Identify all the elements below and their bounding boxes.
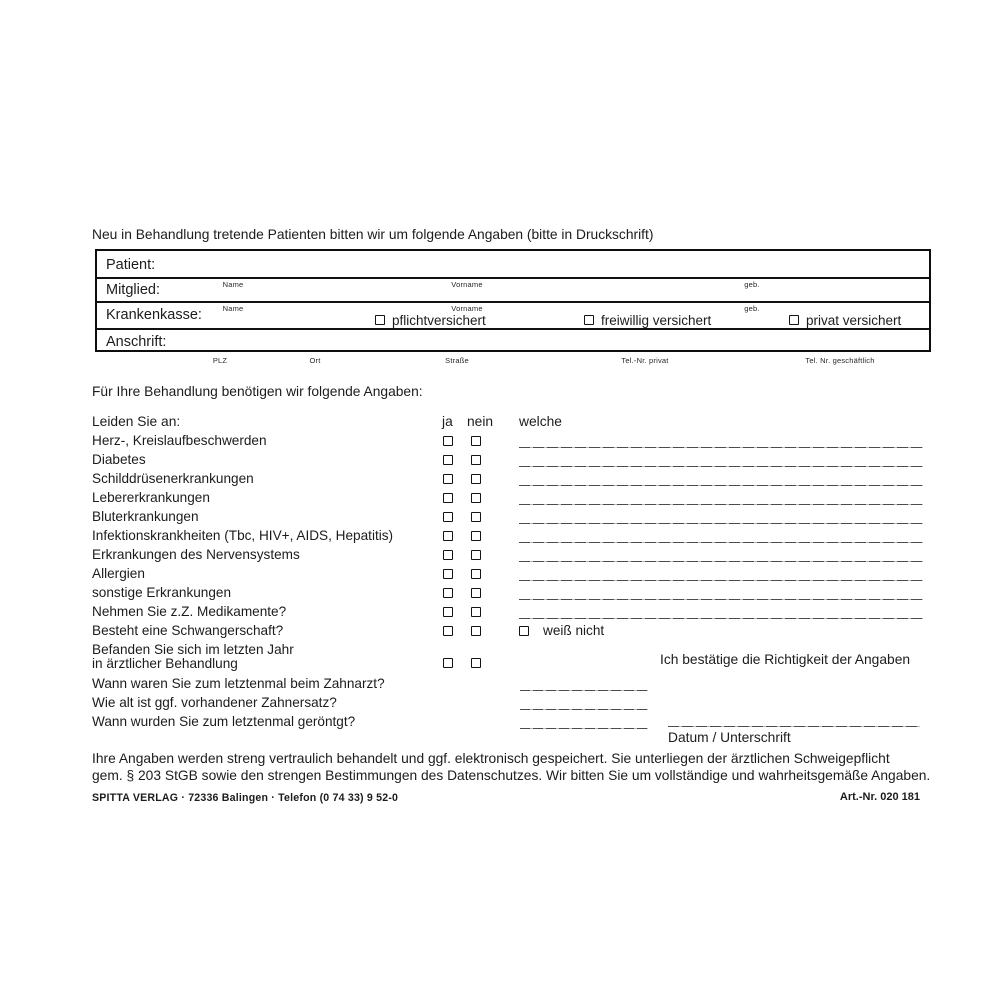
- intro-text: Neu in Behandlung tretende Patienten bitten wir um folgende Angaben (bitte in Druckschrift): [92, 227, 654, 242]
- question-label: Wie alt ist ggf. vorhandener Zahnersatz?: [92, 695, 337, 710]
- weiss-nicht-checkbox[interactable]: [519, 626, 529, 636]
- plz-label: PLZ: [212, 356, 228, 365]
- question-row: [92, 565, 923, 584]
- nein-checkbox[interactable]: [471, 607, 481, 617]
- krankenkasse-row-label: Krankenkasse:: [106, 307, 202, 323]
- nein-checkbox[interactable]: [471, 493, 481, 503]
- col-header-nein: nein: [467, 414, 494, 429]
- patient-info-box: [95, 249, 931, 352]
- question-label: sonstige Erkrankungen: [92, 585, 232, 600]
- insurance-option-pflichtversichert[interactable]: [375, 312, 486, 328]
- question-label: Infektionskrankheiten (Tbc, HIV+, AIDS, Hepatitis): [92, 528, 394, 543]
- welche-input-line[interactable]: [519, 523, 923, 524]
- strasse-label: Straße: [445, 356, 469, 365]
- question-row: [92, 489, 923, 508]
- privat-versichert-label: privat versichert: [806, 312, 902, 328]
- tel-geschaeft-label: Tel. Nr. geschäftlich: [805, 356, 875, 365]
- question-label: Schilddrüsenerkrankungen: [92, 471, 254, 486]
- nein-checkbox[interactable]: [471, 588, 481, 598]
- question-label-line2: in ärztlicher Behandlung: [92, 656, 238, 671]
- question-label: Wann wurden Sie zum letztenmal geröntgt?: [92, 714, 356, 729]
- tel-privat-label: Tel.-Nr. privat: [621, 356, 669, 365]
- question-label: Lebererkrankungen: [92, 490, 210, 505]
- vorname-label: Vorname: [451, 304, 483, 313]
- question-row: [92, 451, 923, 470]
- privacy-text-line2: gem. § 203 StGB sowie den strengen Bestimmungen des Datenschutzes. Wir bitten Sie um vollständige und wahrheitsgemäße Angaben.: [92, 768, 931, 783]
- signature-label: Datum / Unterschrift: [668, 730, 791, 745]
- name-label: Name: [222, 304, 244, 313]
- welche-input-line[interactable]: [519, 485, 923, 486]
- question-row: [92, 603, 923, 622]
- weiss-nicht-label: weiß nicht: [543, 623, 605, 638]
- vorname-label: Vorname: [451, 280, 483, 289]
- privacy-text-line1: Ihre Angaben werden streng vertraulich behandelt und ggf. elektronisch gespeichert. Sie unterliegen der ärztlichen Schweigepflicht: [92, 751, 890, 766]
- question-row-dental: [92, 694, 923, 713]
- question-row: [92, 527, 923, 546]
- welche-input-line[interactable]: [519, 466, 923, 467]
- ja-checkbox[interactable]: [443, 436, 453, 446]
- nein-checkbox[interactable]: [471, 569, 481, 579]
- pflichtversichert-checkbox[interactable]: [375, 315, 385, 325]
- patient-row-label: Patient:: [106, 257, 156, 273]
- question-row-dental: [92, 713, 923, 732]
- row-divider: [97, 301, 929, 303]
- nein-checkbox[interactable]: [471, 455, 481, 465]
- nein-checkbox[interactable]: [471, 474, 481, 484]
- question-row-dental: [92, 675, 923, 694]
- question-row: [92, 508, 923, 527]
- signature-input-line[interactable]: [668, 726, 920, 727]
- question-label: Nehmen Sie z.Z. Medikamente?: [92, 604, 287, 619]
- ja-checkbox[interactable]: [443, 455, 453, 465]
- ja-checkbox[interactable]: [443, 531, 453, 541]
- question-label: Erkrankungen des Nervensystems: [92, 547, 300, 562]
- nein-checkbox[interactable]: [471, 626, 481, 636]
- welche-input-line[interactable]: [519, 561, 923, 562]
- question-label-line1: Befanden Sie sich im letzten Jahr: [92, 642, 294, 657]
- nein-checkbox[interactable]: [471, 436, 481, 446]
- name-label: Name: [222, 280, 244, 289]
- insurance-option-privat-versichert[interactable]: [789, 312, 901, 328]
- welche-input-line[interactable]: [519, 599, 923, 600]
- nein-checkbox[interactable]: [471, 512, 481, 522]
- question-table-header: [92, 414, 923, 432]
- ja-checkbox[interactable]: [443, 474, 453, 484]
- section-intro: Für Ihre Behandlung benötigen wir folgende Angaben:: [92, 384, 423, 399]
- answer-input-line[interactable]: [520, 709, 648, 710]
- welche-input-line[interactable]: [519, 504, 923, 505]
- welche-input-line[interactable]: [519, 447, 923, 448]
- question-row: [92, 470, 923, 489]
- question-row: [92, 432, 923, 451]
- ja-checkbox[interactable]: [443, 569, 453, 579]
- question-label: Diabetes: [92, 452, 146, 467]
- list-title: Leiden Sie an:: [92, 414, 181, 429]
- geb-label: geb.: [744, 280, 760, 289]
- article-number: Art.-Nr. 020 181: [839, 791, 920, 803]
- col-header-ja: ja: [442, 414, 453, 429]
- welche-input-line[interactable]: [519, 580, 923, 581]
- col-header-welche: welche: [519, 414, 562, 429]
- ja-checkbox[interactable]: [443, 588, 453, 598]
- ja-checkbox[interactable]: [443, 550, 453, 560]
- ja-checkbox[interactable]: [443, 658, 453, 668]
- geb-label: geb.: [744, 304, 760, 313]
- ja-checkbox[interactable]: [443, 493, 453, 503]
- pflichtversichert-label: pflichtversichert: [392, 312, 486, 328]
- answer-input-line[interactable]: [520, 728, 648, 729]
- question-label: Allergien: [92, 566, 145, 581]
- freiwillig-versichert-label: freiwillig versichert: [601, 312, 712, 328]
- question-label: Bluterkrankungen: [92, 509, 199, 524]
- ja-checkbox[interactable]: [443, 626, 453, 636]
- row-divider: [97, 277, 929, 279]
- question-label: Herz-, Kreislaufbeschwerden: [92, 433, 267, 448]
- question-label: Besteht eine Schwangerschaft?: [92, 623, 284, 638]
- welche-input-line[interactable]: [519, 618, 923, 619]
- insurance-option-freiwillig-versichert[interactable]: [584, 312, 711, 328]
- ja-checkbox[interactable]: [443, 512, 453, 522]
- nein-checkbox[interactable]: [471, 550, 481, 560]
- privat-versichert-checkbox[interactable]: [789, 315, 799, 325]
- nein-checkbox[interactable]: [471, 658, 481, 668]
- ort-label: Ort: [309, 356, 321, 365]
- question-row: [92, 584, 923, 603]
- welche-input-line[interactable]: [519, 542, 923, 543]
- freiwillig-versichert-checkbox[interactable]: [584, 315, 594, 325]
- question-label: Wann waren Sie zum letztenmal beim Zahnarzt?: [92, 676, 385, 691]
- answer-input-line[interactable]: [520, 690, 648, 691]
- ja-checkbox[interactable]: [443, 607, 453, 617]
- row-divider: [97, 328, 929, 330]
- question-row-pregnancy: [92, 622, 923, 641]
- publisher-info: SPITTA VERLAG · 72336 Balingen · Telefon (0 74 33) 9 52-0: [92, 792, 399, 804]
- mitglied-row-label: Mitglied:: [106, 282, 160, 298]
- nein-checkbox[interactable]: [471, 531, 481, 541]
- question-row: [92, 546, 923, 565]
- anschrift-row-label: Anschrift:: [106, 334, 167, 350]
- confirmation-text: Ich bestätige die Richtigkeit der Angaben: [660, 652, 911, 667]
